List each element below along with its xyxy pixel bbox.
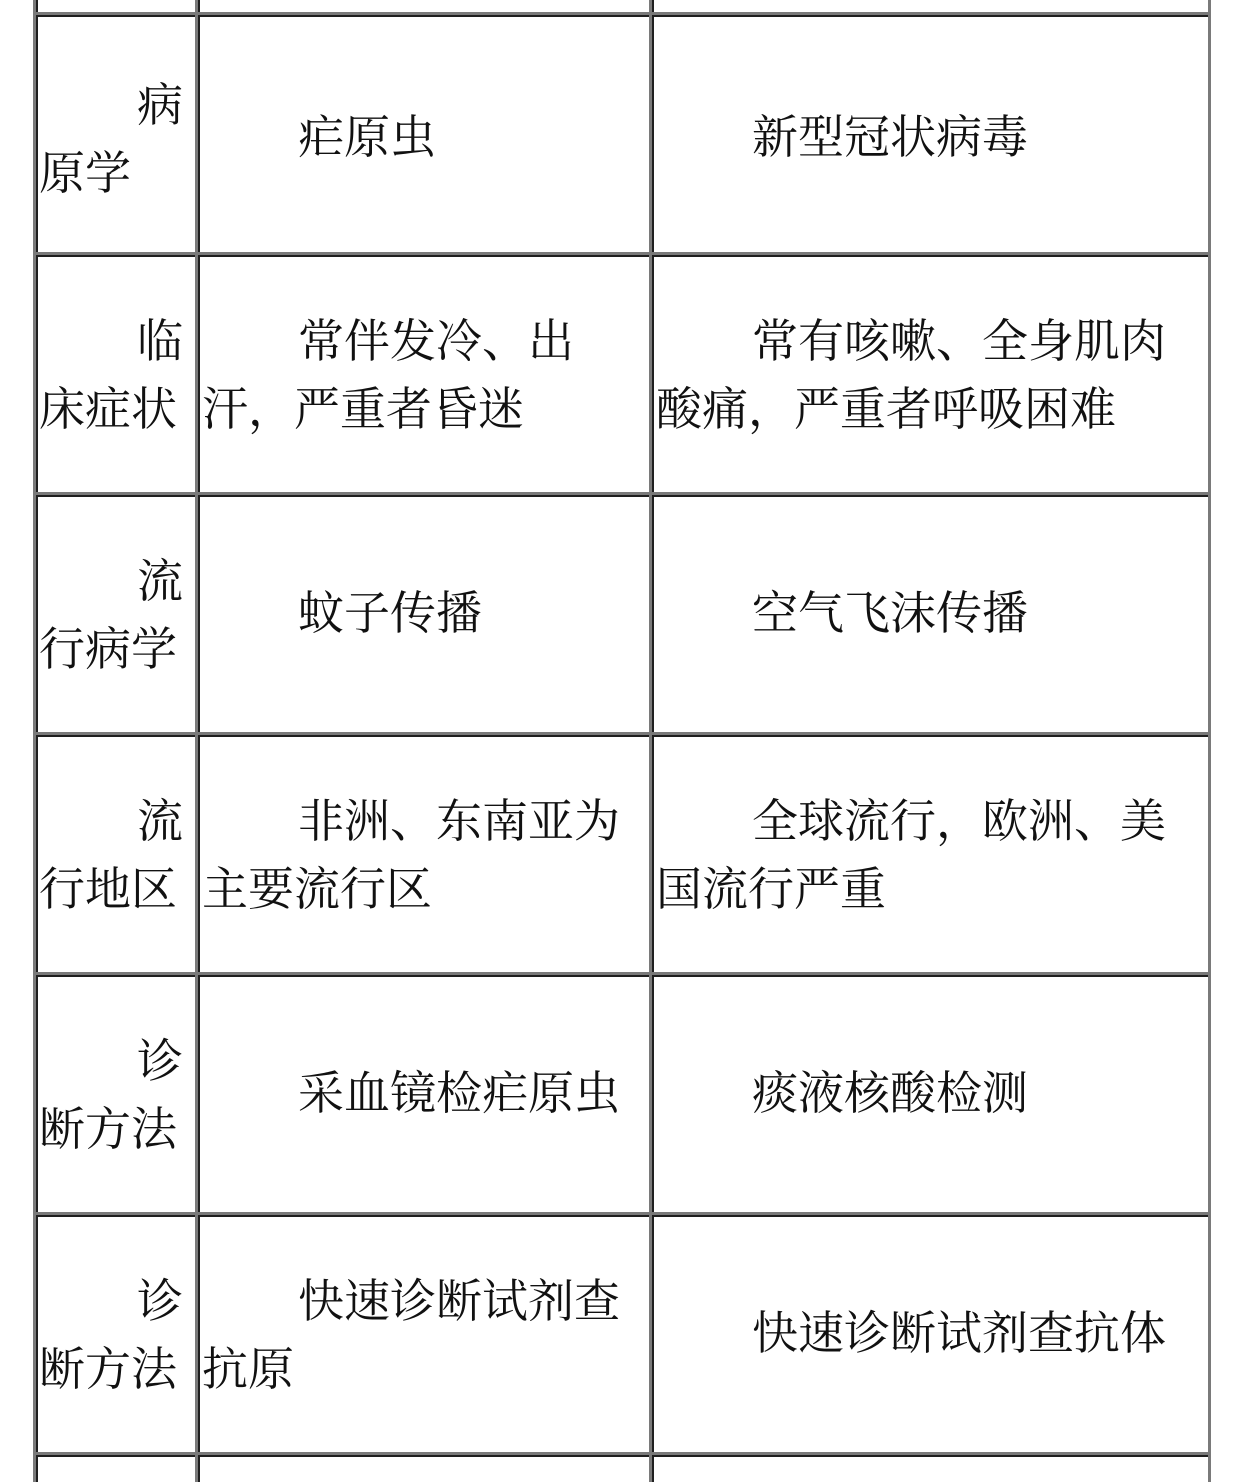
- table-row-partial-top: [33, 0, 1211, 12]
- malaria-text: [202, 1267, 645, 1403]
- cell-text-line: 国流行严重: [656, 862, 886, 916]
- cell-text-line: 汗，严重者昏迷: [202, 382, 524, 436]
- row-label-line: 行病学: [39, 622, 177, 676]
- row-label: [39, 787, 183, 923]
- table-row-region: [33, 732, 1211, 972]
- table-cell: [649, 0, 1211, 12]
- cell-text-line: 快速诊断试剂查: [298, 1274, 620, 1328]
- table-row-partial-bottom: [33, 1452, 1211, 1482]
- table-cell: [33, 0, 195, 12]
- covid-cell: [649, 732, 1211, 972]
- row-label-line: 流: [137, 794, 183, 848]
- row-label: [39, 307, 183, 443]
- malaria-text: [202, 307, 645, 443]
- malaria-cell: [195, 732, 649, 972]
- row-label-line: 临: [137, 314, 183, 368]
- covid-text: [656, 1299, 1204, 1367]
- cell-text-line: 痰液核酸检测: [752, 1066, 1028, 1120]
- row-label-cell: [33, 732, 195, 972]
- row-label-cell: [33, 252, 195, 492]
- covid-text: [656, 307, 1204, 443]
- malaria-cell: [195, 492, 649, 732]
- row-label: [39, 71, 183, 207]
- covid-cell: [649, 1212, 1211, 1452]
- malaria-text: [202, 579, 645, 647]
- covid-text: [656, 1059, 1204, 1127]
- cell-text-line: 常有咳嗽、全身肌肉: [752, 314, 1166, 368]
- row-label-line: 原学: [39, 146, 131, 200]
- row-label-line: 床症状: [39, 382, 177, 436]
- malaria-text: [202, 787, 645, 923]
- table-cell: [195, 1452, 649, 1482]
- comparison-table: [33, 0, 1211, 1482]
- cell-text-line: 新型冠状病毒: [752, 110, 1028, 164]
- row-label: [39, 547, 183, 683]
- cell-text-line: 蚊子传播: [298, 586, 482, 640]
- cell-text-line: 采血镜检疟原虫: [298, 1066, 620, 1120]
- table-row-pathogen: [33, 12, 1211, 252]
- covid-cell: [649, 252, 1211, 492]
- cell-text-line: 快速诊断试剂查抗体: [752, 1306, 1166, 1360]
- cell-text-line: 非洲、东南亚为: [298, 794, 620, 848]
- row-label-line: 行地区: [39, 862, 177, 916]
- row-label-line: 断方法: [39, 1342, 177, 1396]
- cell-text-line: 常伴发冷、出: [298, 314, 574, 368]
- table-row-epidemiology: [33, 492, 1211, 732]
- malaria-text: [202, 1059, 645, 1127]
- row-label-cell: [33, 972, 195, 1212]
- table-row-diagnosis: [33, 972, 1211, 1212]
- table-cell: [33, 1452, 195, 1482]
- cell-text-line: 抗原: [202, 1342, 294, 1396]
- covid-text: [656, 103, 1204, 171]
- table-cell: [195, 0, 649, 12]
- cell-text-line: 空气飞沫传播: [752, 586, 1028, 640]
- malaria-cell: [195, 12, 649, 252]
- row-label-line: 诊: [137, 1034, 183, 1088]
- covid-cell: [649, 12, 1211, 252]
- row-label-line: 流: [137, 554, 183, 608]
- covid-cell: [649, 492, 1211, 732]
- malaria-cell: [195, 972, 649, 1212]
- covid-cell: [649, 972, 1211, 1212]
- row-label-line: 断方法: [39, 1102, 177, 1156]
- table-row-symptoms: [33, 252, 1211, 492]
- covid-text: [656, 787, 1204, 923]
- row-label: [39, 1267, 183, 1403]
- table-row-diagnosis-rapid: [33, 1212, 1211, 1452]
- row-label-line: 病: [137, 78, 183, 132]
- row-label-cell: [33, 1212, 195, 1452]
- covid-text: [656, 579, 1204, 647]
- malaria-text: [202, 103, 645, 171]
- cell-text-line: 全球流行，欧洲、美: [752, 794, 1166, 848]
- malaria-cell: [195, 1212, 649, 1452]
- table-cell: [649, 1452, 1211, 1482]
- row-label: [39, 1027, 183, 1163]
- cell-text-line: 主要流行区: [202, 862, 432, 916]
- cell-text-line: 酸痛，严重者呼吸困难: [656, 382, 1116, 436]
- cell-text-line: 疟原虫: [298, 110, 436, 164]
- row-label-line: 诊: [137, 1274, 183, 1328]
- row-label-cell: [33, 12, 195, 252]
- malaria-cell: [195, 252, 649, 492]
- row-label-cell: [33, 492, 195, 732]
